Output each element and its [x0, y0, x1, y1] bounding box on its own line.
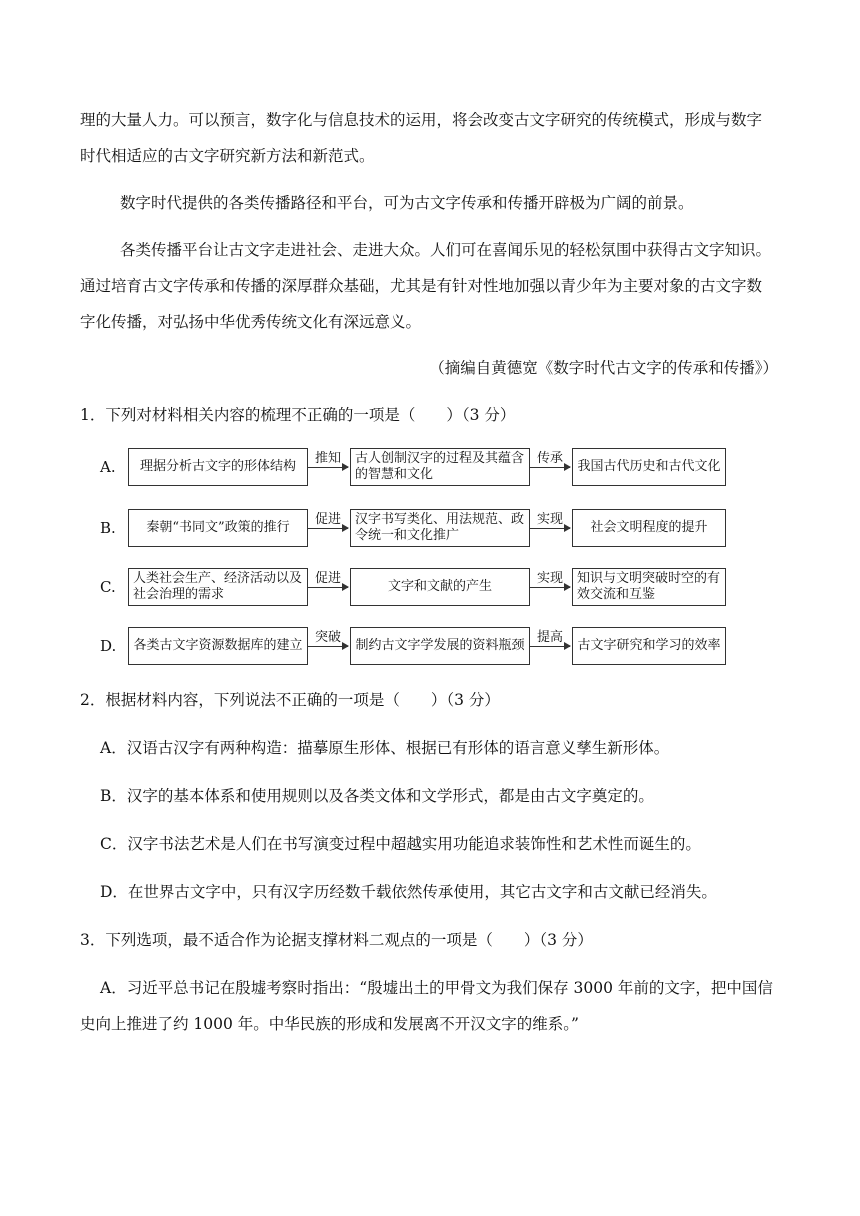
arrow-icon — [530, 467, 570, 468]
arrow-icon — [308, 528, 348, 529]
flow-box: 秦朝“书同文”政策的推行 — [128, 509, 308, 547]
option-letter: D. — [100, 637, 117, 655]
option-a: A．习近平总书记在殷墟考察时指出：“殷墟出土的甲骨文为我们保存 3000 年前的文字，把中国信 — [100, 979, 773, 997]
arrow-label: 推知 — [314, 451, 341, 466]
option-a-continued: 史向上推进了约 1000 年。中华民族的形成和发展离不开汉文字的维系。” — [80, 1015, 579, 1033]
option-row-b — [100, 509, 740, 549]
option-row-c — [100, 568, 740, 608]
flow-box: 理据分析古文字的形体结构 — [128, 448, 308, 486]
option-a: A．汉语古汉字有两种构造：描摹原生形体、根据已有形体的语言意义孳生新形体。 — [100, 739, 670, 757]
flow-box: 人类社会生产、经济活动以及社会治理的需求 — [128, 568, 308, 606]
flow-box: 古文字研究和学习的效率 — [572, 627, 726, 665]
option-letter: B. — [100, 519, 116, 537]
arrow-icon — [308, 646, 348, 647]
flow-box: 汉字书写类化、用法规范、政令统一和文化推广 — [350, 509, 530, 547]
source-citation: （摘编自黄德宽《数字时代古文字的传承和传播》） — [429, 359, 778, 377]
flow-box: 古人创制汉字的过程及其蕴含的智慧和文化 — [350, 448, 530, 486]
passage-paragraph: 数字时代提供的各类传播路径和平台，可为古文字传承和传播开辟极为广阔的前景。 — [120, 194, 694, 212]
arrow-label: 实现 — [536, 571, 563, 586]
arrow-label: 传承 — [536, 451, 563, 466]
option-row-a — [100, 448, 740, 488]
passage-line: 时代相适应的古文字研究新方法和新范式。 — [80, 147, 375, 165]
arrow-icon — [530, 587, 570, 588]
passage-paragraph: 各类传播平台让古文字走进社会、走进大众。人们可在喜闻乐见的轻松氛围中获得古文字知识。 — [120, 241, 772, 259]
passage-line: 通过培育古文字传承和传播的深厚群众基础，尤其是有针对性地加强以青少年为主要对象的古文字数 — [80, 277, 763, 295]
flow-box: 社会文明程度的提升 — [572, 509, 726, 547]
option-row-d — [100, 627, 740, 667]
question-2-stem: 2．根据材料内容，下列说法不正确的一项是（ ）（3 分） — [80, 691, 500, 709]
flow-box: 知识与文明突破时空的有效交流和互鉴 — [572, 568, 726, 606]
passage-line: 理的大量人力。可以预言，数字化与信息技术的运用，将会改变古文字研究的传统模式，形成与数字 — [80, 111, 763, 129]
question-3-stem: 3．下列选项，最不适合作为论据支撑材料二观点的一项是（ ）（3 分） — [80, 931, 593, 949]
passage-line: 字化传播，对弘扬中华优秀传统文化有深远意义。 — [80, 313, 422, 331]
flow-box: 制约古文字学发展的资料瓶颈 — [350, 627, 530, 665]
arrow-icon — [308, 587, 348, 588]
option-letter: A. — [100, 458, 116, 476]
arrow-label: 突破 — [314, 630, 341, 645]
flow-box: 文字和文献的产生 — [350, 568, 530, 606]
arrow-icon — [308, 467, 348, 468]
arrow-icon — [530, 528, 570, 529]
arrow-label: 实现 — [536, 512, 563, 527]
arrow-label: 促进 — [314, 571, 341, 586]
question-1-stem: 1．下列对材料相关内容的梳理不正确的一项是（ ）（3 分） — [80, 406, 516, 424]
option-b: B．汉字的基本体系和使用规则以及各类文体和文学形式，都是由古文字奠定的。 — [100, 787, 654, 805]
option-d: D．在世界古文字中，只有汉字历经数千载依然传承使用，其它古文字和古文献已经消失。 — [100, 883, 717, 901]
option-letter: C. — [100, 578, 116, 596]
arrow-icon — [530, 646, 570, 647]
arrow-label: 促进 — [314, 512, 341, 527]
option-c: C．汉字书法艺术是人们在书写演变过程中超越实用功能追求装饰性和艺术性而诞生的。 — [100, 835, 701, 853]
arrow-label: 提高 — [536, 630, 563, 645]
flow-box: 我国古代历史和古代文化 — [572, 448, 726, 486]
flow-box: 各类古文字资源数据库的建立 — [128, 627, 308, 665]
